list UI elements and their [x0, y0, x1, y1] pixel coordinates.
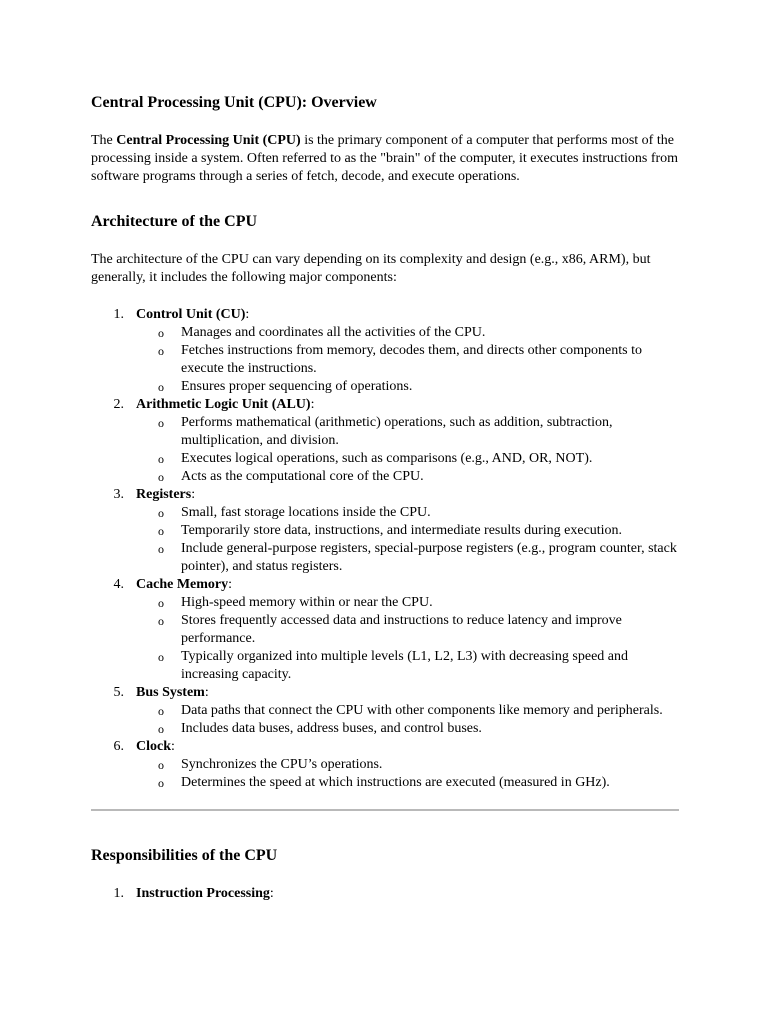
component-item: [91, 306, 681, 396]
overview-paragraph: [91, 132, 681, 186]
responsibility-colon: :: [269, 886, 274, 901]
component-points: [136, 504, 681, 576]
bullet-icon: o: [158, 650, 164, 664]
component-points: [136, 324, 681, 396]
component-name: Registers: [136, 487, 192, 502]
component-item: [91, 738, 681, 792]
intro-suffix: is the primary component of a computer that performs most of the processing inside a system. Often referred to as the "brain" of the computer, it executes instructions from software programs through a series of fetch, decode, and execute operations.: [91, 133, 679, 184]
list-number: 2.: [113, 397, 124, 412]
bullet-icon: o: [158, 416, 164, 430]
sub-point-text: Ensures proper sequencing of operations.: [181, 379, 413, 394]
component-colon: :: [204, 685, 209, 700]
sub-point: [136, 774, 681, 792]
bullet-icon: o: [158, 758, 164, 772]
component-colon: :: [310, 397, 315, 412]
component-item: [91, 684, 681, 738]
component-name: Arithmetic Logic Unit (ALU): [136, 397, 311, 412]
list-number: 5.: [113, 685, 124, 700]
sub-point: [136, 468, 681, 486]
sub-point-text: Include general-purpose registers, special-purpose registers (e.g., program counter, stack pointer), and status registers.: [181, 541, 677, 574]
sub-point: [136, 504, 681, 522]
component-item: [91, 396, 681, 486]
architecture-paragraph: The architecture of the CPU can vary depending on its complexity and design (e.g., x86, ARM), but generally, it includes the following major components:: [91, 252, 651, 285]
component-name: Cache Memory: [136, 577, 229, 592]
sub-point-text: Temporarily store data, instructions, and intermediate results during execution.: [181, 523, 623, 538]
sub-point-text: High-speed memory within or near the CPU.: [181, 595, 433, 610]
sub-point-text: Acts as the computational core of the CPU.: [181, 469, 424, 484]
sub-point: [136, 612, 681, 648]
component-points: [136, 594, 681, 684]
sub-point: [136, 540, 681, 576]
document-page: [91, 90, 681, 903]
overview-heading: Central Processing Unit (CPU): Overview: [91, 94, 377, 111]
component-item: [91, 486, 681, 576]
component-colon: :: [228, 577, 233, 592]
component-points: [136, 414, 681, 486]
sub-point-text: Data paths that connect the CPU with other components like memory and peripherals.: [181, 703, 663, 718]
sub-point: [136, 756, 681, 774]
sub-point: [136, 720, 681, 738]
sub-point-text: Includes data buses, address buses, and control buses.: [181, 721, 482, 736]
sub-point: [136, 594, 681, 612]
list-number: 1.: [113, 886, 124, 901]
sub-point: [136, 342, 681, 378]
architecture-heading: Architecture of the CPU: [91, 213, 258, 230]
bullet-icon: o: [158, 524, 164, 538]
intro-prefix: The: [91, 133, 117, 148]
section-divider: [91, 809, 679, 811]
list-number: 4.: [113, 577, 124, 592]
intro-bold-term: Central Processing Unit (CPU): [116, 133, 301, 148]
sub-point: [136, 702, 681, 720]
sub-point-text: Small, fast storage locations inside the CPU.: [181, 505, 431, 520]
bullet-icon: o: [158, 704, 164, 718]
sub-point: [136, 648, 681, 684]
component-name: Bus System: [136, 685, 205, 700]
bullet-icon: o: [158, 470, 164, 484]
bullet-icon: o: [158, 722, 164, 736]
responsibility-name: Instruction Processing: [136, 886, 270, 901]
sub-point: [136, 324, 681, 342]
sub-point-text: Executes logical operations, such as comparisons (e.g., AND, OR, NOT).: [181, 451, 593, 466]
component-name: Control Unit (CU): [136, 307, 246, 322]
bullet-icon: o: [158, 542, 164, 556]
sub-point-text: Typically organized into multiple levels (L1, L2, L3) with decreasing speed and increasing capacity.: [181, 649, 629, 682]
component-name: Clock: [136, 739, 171, 754]
sub-point-text: Stores frequently accessed data and instructions to reduce latency and improve performance.: [181, 613, 622, 646]
sub-point: [136, 450, 681, 468]
sub-point: [136, 414, 681, 450]
bullet-icon: o: [158, 776, 164, 790]
component-points: [136, 756, 681, 792]
bullet-icon: o: [158, 326, 164, 340]
sub-point-text: Manages and coordinates all the activities of the CPU.: [181, 325, 486, 340]
list-number: 1.: [113, 307, 124, 322]
component-colon: :: [245, 307, 250, 322]
list-number: 6.: [113, 739, 124, 754]
sub-point-text: Fetches instructions from memory, decodes them, and directs other components to execute the instructions.: [181, 343, 642, 376]
responsibility-item: [91, 885, 681, 903]
bullet-icon: o: [158, 506, 164, 520]
responsibilities-list: [91, 885, 681, 903]
component-points: [136, 702, 681, 738]
sub-point-text: Determines the speed at which instructions are executed (measured in GHz).: [181, 775, 610, 790]
sub-point-text: Synchronizes the CPU’s operations.: [181, 757, 383, 772]
component-colon: :: [171, 739, 175, 754]
components-list: [91, 306, 681, 792]
sub-point: [136, 378, 681, 396]
sub-point-text: Performs mathematical (arithmetic) operations, such as addition, subtraction, multiplication, and division.: [181, 415, 613, 448]
component-item: [91, 576, 681, 684]
list-number: 3.: [113, 487, 124, 502]
component-colon: :: [191, 487, 196, 502]
bullet-icon: o: [158, 452, 164, 466]
sub-point: [136, 522, 681, 540]
bullet-icon: o: [158, 344, 164, 358]
bullet-icon: o: [158, 380, 164, 394]
bullet-icon: o: [158, 614, 164, 628]
bullet-icon: o: [158, 596, 164, 610]
responsibilities-heading: Responsibilities of the CPU: [91, 847, 278, 864]
